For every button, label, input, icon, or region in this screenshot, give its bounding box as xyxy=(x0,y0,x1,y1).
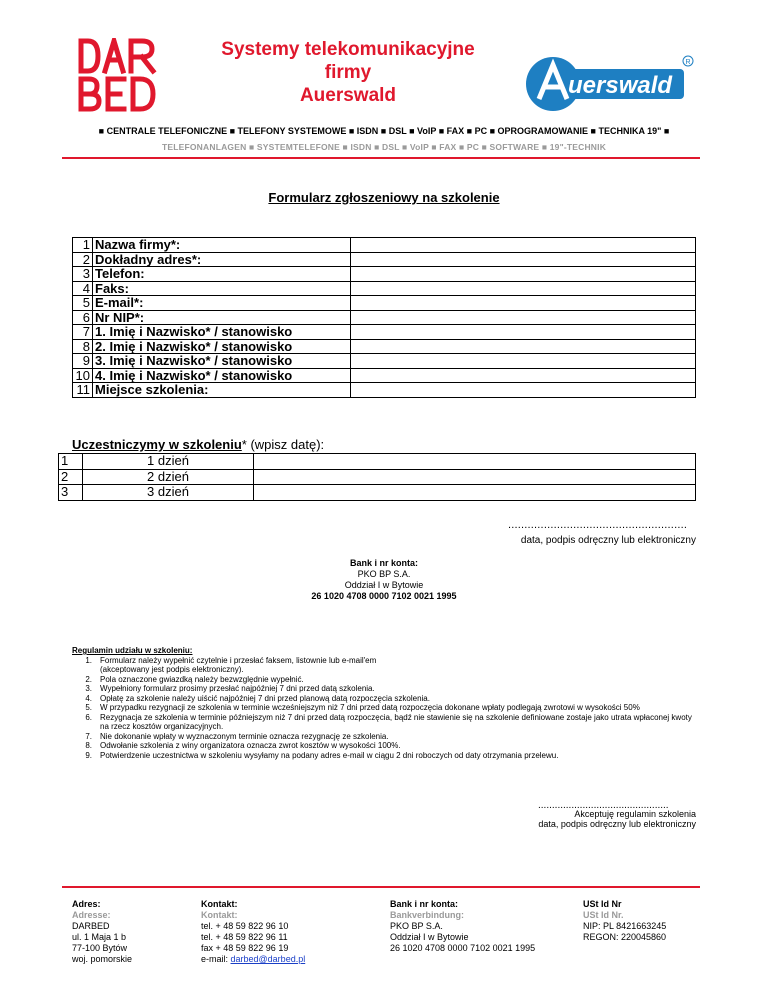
form-row xyxy=(73,383,696,398)
form-row xyxy=(73,267,696,282)
field-label: Nr NIP*: xyxy=(93,310,351,325)
regulation-text: Wypełniony formularz prosimy przesłać najpóźniej 7 dni przed datą szkolenia. xyxy=(100,684,375,693)
day-label: 2 dzień xyxy=(83,469,254,485)
day-row xyxy=(59,485,696,501)
form-row xyxy=(73,281,696,296)
field-value-cell[interactable] xyxy=(351,310,696,325)
field-label: Nazwa firmy*: xyxy=(93,238,351,253)
field-value-cell[interactable] xyxy=(351,368,696,383)
form-row xyxy=(73,368,696,383)
footer-contact-heading: Kontakt: xyxy=(201,899,238,909)
field-value-cell[interactable] xyxy=(351,252,696,267)
regulation-text: Nie dokonanie wpłaty w wyznaczonym terminie oznacza rezygnację ze szkolenia. xyxy=(100,731,389,741)
regulation-text: Formularz należy wypełnić czytelnie i przesłać faksem, listownie lub e-mail'em xyxy=(100,655,377,665)
field-label: 2. Imię i Nazwisko* / stanowisko xyxy=(93,339,351,354)
day-row xyxy=(59,454,696,470)
footer-contact-line: fax + 48 59 822 96 19 xyxy=(201,943,289,953)
regulation-item xyxy=(72,675,700,685)
footer-address-line: 77-100 Bytów xyxy=(72,943,128,953)
regulations-title: Regulamin udziału w szkoleniu: xyxy=(72,646,193,655)
header-title-line-1: Systemy telekomunikacyjne xyxy=(221,39,475,60)
footer-address-heading-de: Adresse: xyxy=(72,910,111,920)
regulation-number xyxy=(72,665,100,675)
regulation-text: Opłatę za szkolenie należy uiścić najpóźniej 7 dni przed planową datą rozpoczęcia szkolenia. xyxy=(100,693,430,703)
form-row xyxy=(73,252,696,267)
row-number: 1 xyxy=(73,238,93,253)
header-divider xyxy=(62,157,700,159)
footer-bank-line: PKO BP S.A. xyxy=(390,921,443,931)
footer-tax-line: NIP: PL 8421663245 xyxy=(583,921,667,931)
regulation-number: 4. xyxy=(85,693,92,703)
form-row xyxy=(73,354,696,369)
regulations-list xyxy=(72,656,700,761)
footer-bank-heading: Bank i nr konta: xyxy=(390,899,459,909)
row-number: 4 xyxy=(73,281,93,296)
day-date-cell[interactable] xyxy=(254,454,696,470)
regulation-number: 9. xyxy=(85,750,92,760)
bank-heading: Bank i nr konta: xyxy=(349,558,418,568)
footer-address-line: DARBED xyxy=(72,921,110,931)
bank-account: 26 1020 4708 0000 7102 0021 1995 xyxy=(311,591,457,601)
footer-tax xyxy=(583,899,666,943)
acceptance-caption xyxy=(500,809,696,829)
field-value-cell[interactable] xyxy=(351,296,696,311)
field-value-cell[interactable] xyxy=(351,325,696,340)
form-row xyxy=(73,339,696,354)
regulation-item xyxy=(72,751,700,761)
row-number: 6 xyxy=(73,310,93,325)
day-row xyxy=(59,469,696,485)
row-number: 7 xyxy=(73,325,93,340)
footer-address-line: woj. pomorskie xyxy=(72,954,133,964)
field-label: 4. Imię i Nazwisko* / stanowisko xyxy=(93,368,351,383)
footer-bank-line: 26 1020 4708 0000 7102 0021 1995 xyxy=(390,943,536,953)
row-number: 3 xyxy=(73,267,93,282)
day-number: 3 xyxy=(59,485,83,501)
field-value-cell[interactable] xyxy=(351,354,696,369)
footer-divider xyxy=(62,886,700,888)
row-number: 8 xyxy=(73,339,93,354)
day-label: 3 dzień xyxy=(83,485,254,501)
regulation-number: 6. xyxy=(85,712,92,722)
form-row xyxy=(73,238,696,253)
field-value-cell[interactable] xyxy=(351,267,696,282)
form-title: Formularz zgłoszeniowy na szkolenie xyxy=(268,190,500,205)
field-label: E-mail*: xyxy=(93,296,351,311)
regulation-text: W przypadku rezygnacji ze szkolenia w terminie wcześniejszym niż 7 dni przed datą rozpoczęcia dokonane wpłaty podlegają zwrotowi w wysokości 50% xyxy=(100,703,640,712)
field-label: Miejsce szkolenia: xyxy=(93,383,351,398)
participation-title-rest: * (wpisz datę): xyxy=(241,437,325,452)
field-value-cell[interactable] xyxy=(351,281,696,296)
footer-address-heading: Adres: xyxy=(72,899,101,909)
regulation-text: Pola oznaczone gwiazdką należy bezwzględnie wypełnić. xyxy=(100,674,304,684)
regulation-number: 1. xyxy=(85,655,92,665)
regulation-item xyxy=(72,665,700,675)
footer-contact-heading-de: Kontakt: xyxy=(201,910,238,920)
field-label: Dokładny adres*: xyxy=(93,252,351,267)
regulation-item xyxy=(72,713,700,732)
footer-address-line: ul. 1 Maja 1 b xyxy=(72,932,127,942)
footer-bank-heading-de: Bankverbindung: xyxy=(390,910,465,920)
regulation-item xyxy=(72,741,700,751)
day-label: 1 dzień xyxy=(83,454,254,470)
header-title-line-2: firmy xyxy=(324,62,372,83)
form-row xyxy=(73,325,696,340)
day-number: 2 xyxy=(59,469,83,485)
signature-caption: data, podpis odręczny lub elektroniczny xyxy=(520,535,696,546)
footer-bank-line: Oddział I w Bytowie xyxy=(390,932,469,942)
regulation-text: Rezygnacja ze szkolenia w terminie późniejszym niż 7 dni przed datą rozpoczęcia, bądź nie stawienie się na szkolenie definiowane zostaje jako utrata wpłaconej kwoty na rzecz kosztów organizacyjnych. xyxy=(100,712,692,731)
acceptance-caption-line-2: data, podpis odręczny lub elektroniczny xyxy=(538,819,696,829)
footer-tax-heading: USt Id Nr xyxy=(583,899,622,909)
row-number: 9 xyxy=(73,354,93,369)
footer-bank xyxy=(390,899,535,954)
field-label: Telefon: xyxy=(93,267,351,282)
svg-text:R: R xyxy=(685,59,691,66)
row-number: 5 xyxy=(73,296,93,311)
signature-line: ....................................................... xyxy=(508,519,688,531)
darbed-logo xyxy=(78,38,160,112)
header-title xyxy=(180,38,516,107)
row-number: 11 xyxy=(73,383,93,398)
footer-contact-line: tel. + 48 59 822 96 11 xyxy=(201,932,288,942)
regulation-number: 3. xyxy=(85,684,92,693)
acceptance-signature-line: ............................................... xyxy=(538,800,669,811)
auerswald-logo xyxy=(526,55,696,113)
regulation-item xyxy=(72,732,700,742)
regulation-text: Potwierdzenie uczestnictwa w szkoleniu wysyłamy na podany adres e-mail w ciągu 2 dni roboczych od daty otrzymania przelewu. xyxy=(100,750,559,760)
regulation-number: 5. xyxy=(85,703,92,712)
regulation-text: (akceptowany jest podpis elektroniczny). xyxy=(100,665,244,674)
regulation-item xyxy=(72,656,700,666)
field-value-cell[interactable] xyxy=(351,339,696,354)
nav-line-de: TELEFONANLAGEN ■ SYSTEMTELEFONE ■ ISDN ■ DSL ■ VoIP ■ FAX ■ PC ■ SOFTWARE ■ 19"-TECHNIK xyxy=(161,142,607,152)
regulation-item xyxy=(72,694,700,704)
bank-info xyxy=(0,558,768,602)
footer-contact xyxy=(201,899,305,965)
footer-email-row xyxy=(201,954,305,965)
field-value-cell[interactable] xyxy=(351,383,696,398)
field-value-cell[interactable] xyxy=(351,238,696,253)
field-label: 3. Imię i Nazwisko* / stanowisko xyxy=(93,354,351,369)
regulation-item xyxy=(72,684,700,694)
regulation-text: Odwołanie szkolenia z winy organizatora oznacza zwrot kosztów w wysokości 100%. xyxy=(100,741,401,750)
day-number: 1 xyxy=(59,454,83,470)
bank-name: PKO BP S.A. xyxy=(357,569,411,579)
footer-email-link[interactable]: darbed@darbed.pl xyxy=(230,954,306,964)
svg-text:uerswald: uerswald xyxy=(568,72,673,99)
registration-table xyxy=(72,237,696,398)
footer-tax-heading-de: USt Id Nr. xyxy=(583,910,624,920)
regulations xyxy=(72,646,700,760)
regulation-number: 2. xyxy=(85,674,92,684)
day-date-cell[interactable] xyxy=(254,469,696,485)
acceptance-caption-line-1: Akceptuję regulamin szkolenia xyxy=(574,809,696,819)
footer-contact-line: tel. + 48 59 822 96 10 xyxy=(201,921,289,931)
footer-tax-line: REGON: 220045860 xyxy=(583,932,667,942)
regulation-item xyxy=(72,703,700,713)
field-label: 1. Imię i Nazwisko* / stanowisko xyxy=(93,325,351,340)
participation-title-bold: Uczestniczymy w szkoleniu xyxy=(72,437,242,452)
participation-title xyxy=(72,437,324,452)
field-label: Faks: xyxy=(93,281,351,296)
row-number: 2 xyxy=(73,252,93,267)
form-row xyxy=(73,296,696,311)
form-row xyxy=(73,310,696,325)
regulation-number: 8. xyxy=(85,741,92,750)
day-date-cell[interactable] xyxy=(254,485,696,501)
bank-branch: Oddział I w Bytowie xyxy=(344,580,424,590)
nav-line-pl: ■ CENTRALE TELEFONICZNE ■ TELEFONY SYSTEMOWE ■ ISDN ■ DSL ■ VoIP ■ FAX ■ PC ■ OPROGRAMOWANIE ■ TECHNIKA 19" ■ xyxy=(98,126,670,136)
participation-table xyxy=(58,453,696,501)
regulation-number: 7. xyxy=(85,731,92,741)
header-title-line-3: Auerswald xyxy=(299,85,397,106)
footer-email-prefix: e-mail: xyxy=(201,954,231,964)
row-number: 10 xyxy=(73,368,93,383)
footer-address xyxy=(72,899,132,965)
